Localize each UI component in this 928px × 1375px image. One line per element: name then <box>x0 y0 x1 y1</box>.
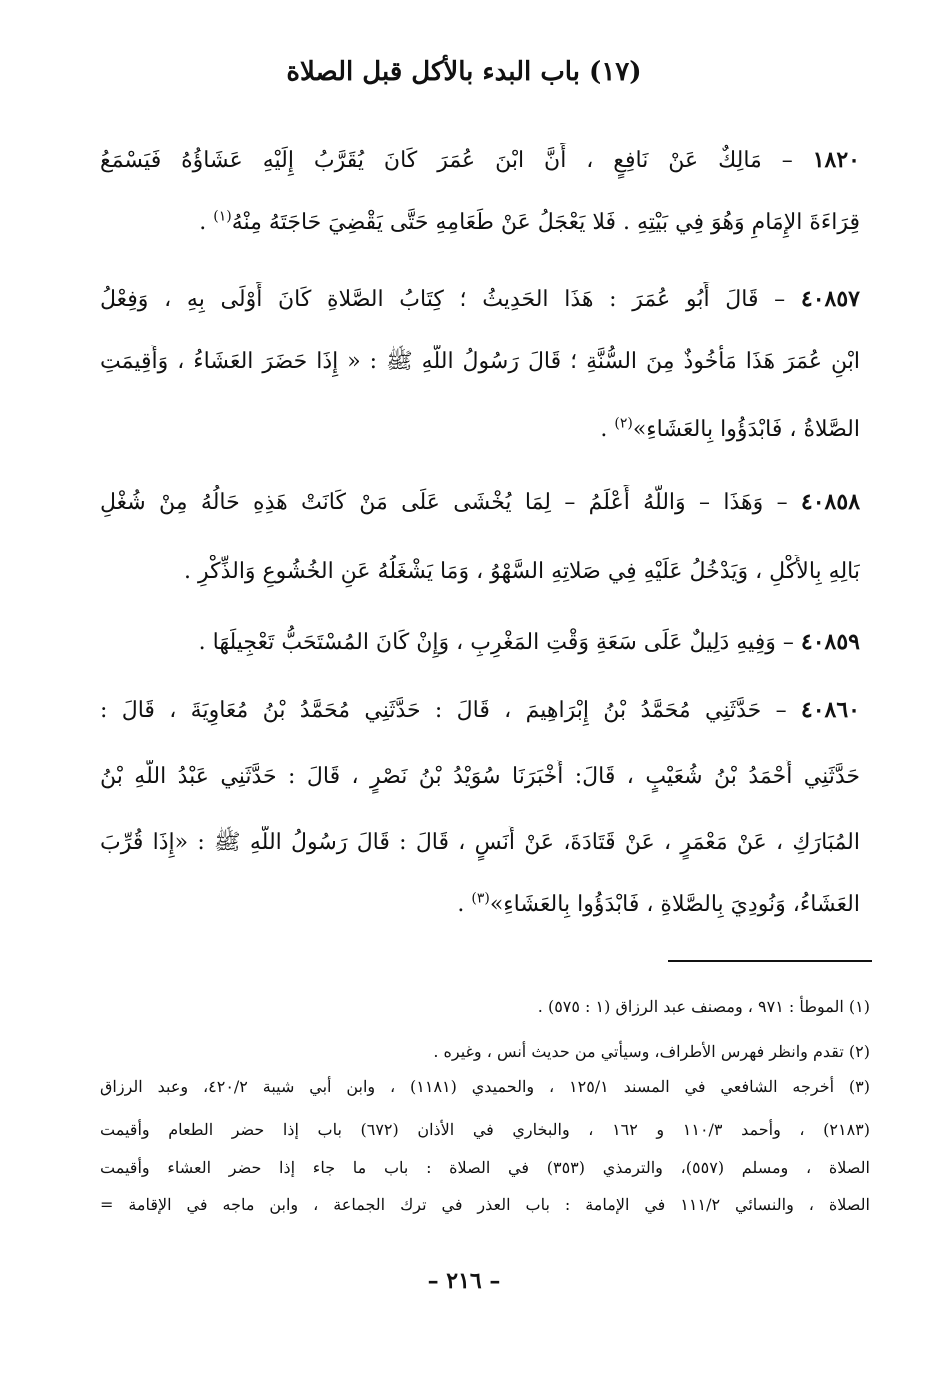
footnote-3-line-4: الصلاة ، والنسائي ١١١/٢ في الإمامة : باب العذر في ترك الجماعة ، وابن ماجه في الإقامة = <box>100 1195 870 1214</box>
sentence-end: . <box>199 210 214 235</box>
sentence-end: . <box>457 892 472 917</box>
footnote-ref-1: (١) <box>213 208 232 225</box>
paragraph-text: قِرَاءَةَ الإِمَامِ وَهُوَ فِي بَيْتِهِ . فَلا يَعْجَلُ عَنْ طَعَامِهِ حَتَّى يَقْضِيَ حَاجَتَهُ مِنْهُ <box>231 210 860 235</box>
paragraph-40859-line-1 <box>100 625 860 665</box>
paragraph-40857-line-2 <box>100 345 860 385</box>
paragraph-1820-line-2 <box>100 206 860 246</box>
paragraph-number: ٤٠٨٥٩ <box>800 629 860 655</box>
paragraph-text: ابْنِ عُمَرَ هَذَا مَأْخُوذٌ مِنَ السُّنَّةِ ؛ قَالَ رَسُولُ اللَّهِ ﷺ : « إِذَا حَضَرَ العَشَاءُ ، وَأُقِيمَتِ <box>100 349 860 374</box>
paragraph-number: ٤٠٨٦٠ <box>800 697 860 723</box>
footnote-ref-2: (٢) <box>614 415 633 432</box>
footnote-3-line-3: الصلاة ، ومسلم (٥٥٧)، والترمذي (٣٥٣) في الصلاة : باب ما جاء إذا حضر العشاء وأقيمت <box>100 1158 870 1177</box>
paragraph-40860-line-2 <box>100 760 860 800</box>
paragraph-text: حَدَّثَنِي أَحْمَدُ بْنُ شُعَيْبٍ ، قَالَ: أَخْبَرَنَا سُوَيْدُ بْنُ نَصْرٍ ، قَالَ : حَدَّثَنِي عَبْدُ اللَّهِ بْنُ <box>100 764 860 789</box>
paragraph-text: – مَالِكٌ عَنْ نَافِعٍ ، أَنَّ ابْنَ عُمَرَ كَانَ يُقَرَّبُ إِلَيْهِ عَشَاؤُهُ فَيَسْمَعُ <box>100 148 793 173</box>
paragraph-number: ٤٠٨٥٧ <box>800 286 860 312</box>
chapter-title: (١٧) باب البدء بالأكل قبل الصلاة <box>286 57 642 87</box>
page-number: – ٢١٦ – <box>427 1268 501 1294</box>
footnote-ref-3: (٣) <box>471 890 490 907</box>
paragraph-text: – قَالَ أَبُو عُمَرَ : هَذَا الحَدِيثُ ؛ كِتَابُ الصَّلاةِ كَانَ أَوْلَى بِهِ ، وَفِعْلُ <box>100 287 786 312</box>
footnote-3-line-2: (٢١٨٣) ، وأحمد ١١٠/٣ و ١٦٢ ، والبخاري في الأذان (٦٧٢) باب إذا حضر الطعام وأقيمت <box>100 1120 870 1139</box>
paragraph-40860-line-1 <box>100 693 860 733</box>
paragraph-text: المُبَارَكِ ، عَنْ مَعْمَرٍ ، عَنْ قَتَادَةَ، عَنْ أَنَسٍ ، قَالَ : قَالَ رَسُولُ اللَّهِ ﷺ : «إِذَا قُرِّبَ <box>100 830 860 855</box>
paragraph-1820-line-1 <box>100 143 860 183</box>
sentence-end: . <box>600 417 615 442</box>
footnote-2: (٢) تقدم وانظر فهرس الأطراف، وسيأتي من حديث أنس ، وغيره . <box>433 1042 870 1061</box>
footnote-1: (١) الموطأ : ٩٧١ ، ومصنف عبد الرزاق (١ : ٥٧٥) . <box>537 997 870 1016</box>
paragraph-40860-line-4 <box>100 888 860 928</box>
paragraph-text: بَالِهِ بِالأَكْلِ ، وَيَدْخُلُ عَلَيْهِ فِي صَلاتِهِ السَّهْوُ ، وَمَا يَشْغَلُهُ عَنِ الخُشُوعِ وَالذِّكْرِ . <box>183 559 860 584</box>
paragraph-40860-line-3 <box>100 826 860 866</box>
paragraph-number: ٤٠٨٥٨ <box>800 489 860 515</box>
paragraph-number: ١٨٢٠ <box>812 147 860 173</box>
paragraph-text: العَشَاءُ، وَنُودِيَ بِالصَّلاةِ ، فَابْدَؤُوا بِالعَشَاءِ» <box>489 892 860 917</box>
footnote-3-line-1: (٣) أخرجه الشافعي في المسند ١٢٥/١ ، والحميدي (١١٨١) ، وابن أبي شيبة ٤٢٠/٢، وعبد الرزاق <box>100 1077 870 1096</box>
paragraph-40858-line-1 <box>100 485 860 525</box>
footnote-divider <box>668 960 872 962</box>
paragraph-text: – وَهَذَا – وَاللَّهُ أَعْلَمُ – لِمَا يُخْشَى عَلَى مَنْ كَانَتْ هَذِهِ حَالُهُ مِنْ شُغْلِ <box>100 490 788 515</box>
paragraph-text: – وَفِيهِ دَلِيلٌ عَلَى سَعَةِ وَقْتِ المَغْرِبِ ، وَإِنْ كَانَ المُسْتَحَبُّ تَعْجِيلَهَا . <box>198 630 794 655</box>
paragraph-text: – حَدَّثَنِي مُحَمَّدُ بْنُ إِبْرَاهِيمَ ، قَالَ : حَدَّثَنِي مُحَمَّدُ بْنُ مُعَاوِيَةَ ، قَالَ : <box>100 698 787 723</box>
paragraph-40857-line-1 <box>100 282 860 322</box>
paragraph-40857-line-3 <box>100 413 860 453</box>
paragraph-40858-line-2 <box>100 555 860 595</box>
paragraph-text: الصَّلاةُ ، فَابْدَؤُوا بِالعَشَاءِ» <box>632 417 860 442</box>
